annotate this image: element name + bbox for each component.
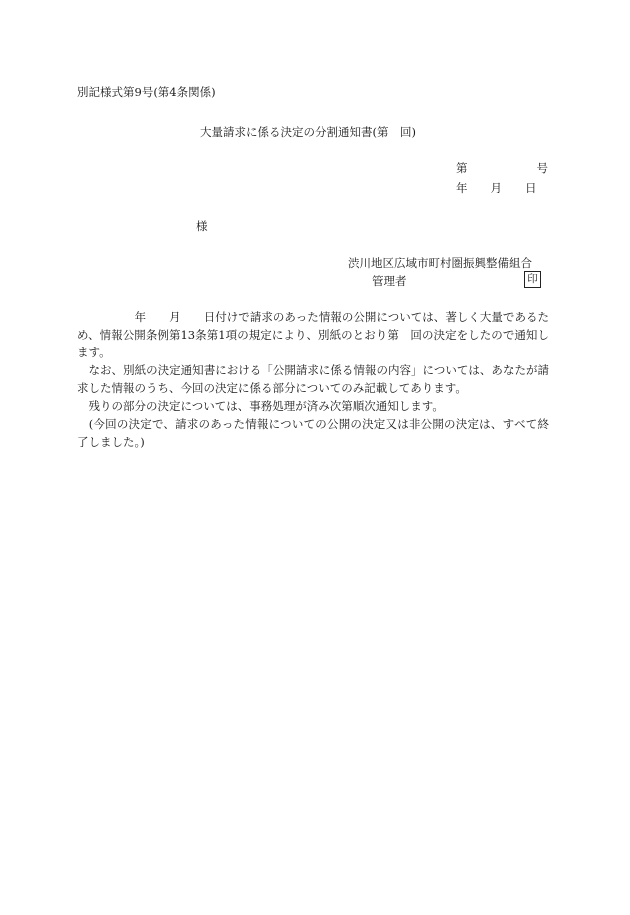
reference-date: 年 月 日	[456, 181, 537, 195]
body-paragraph-1: 年 月 日付けで請求のあった情報の公開については、著しく大量であるため、情報公開条例第13条第1項の規定により、別紙のとおり第 回の決定をしたので通知します。	[77, 310, 549, 360]
addressee-honorific: 様	[196, 219, 208, 233]
form-number: 別記様式第9号(第4条関係)	[77, 85, 216, 99]
document-title: 大量請求に係る決定の分割通知書(第 回)	[200, 125, 416, 139]
sender-title: 管理者	[372, 274, 407, 288]
body-paragraph-4: (今回の決定で、請求のあった情報についての公開の決定又は非公開の決定は、すべて終了しました。)	[77, 417, 549, 449]
body-paragraph-3: 残りの部分の決定については、事務処理が済み次第順次通知します。	[77, 399, 444, 413]
sender-organization: 渋川地区広域市町村圏振興整備組合	[348, 256, 532, 270]
body-paragraph-2: なお、別紙の決定通知書における「公開請求に係る情報の内容」については、あなたが請求した情報のうち、今回の決定に係る部分についてのみ記載してあります。	[77, 363, 549, 395]
reference-number: 第 号	[456, 161, 548, 175]
seal-stamp: 印	[524, 271, 541, 288]
